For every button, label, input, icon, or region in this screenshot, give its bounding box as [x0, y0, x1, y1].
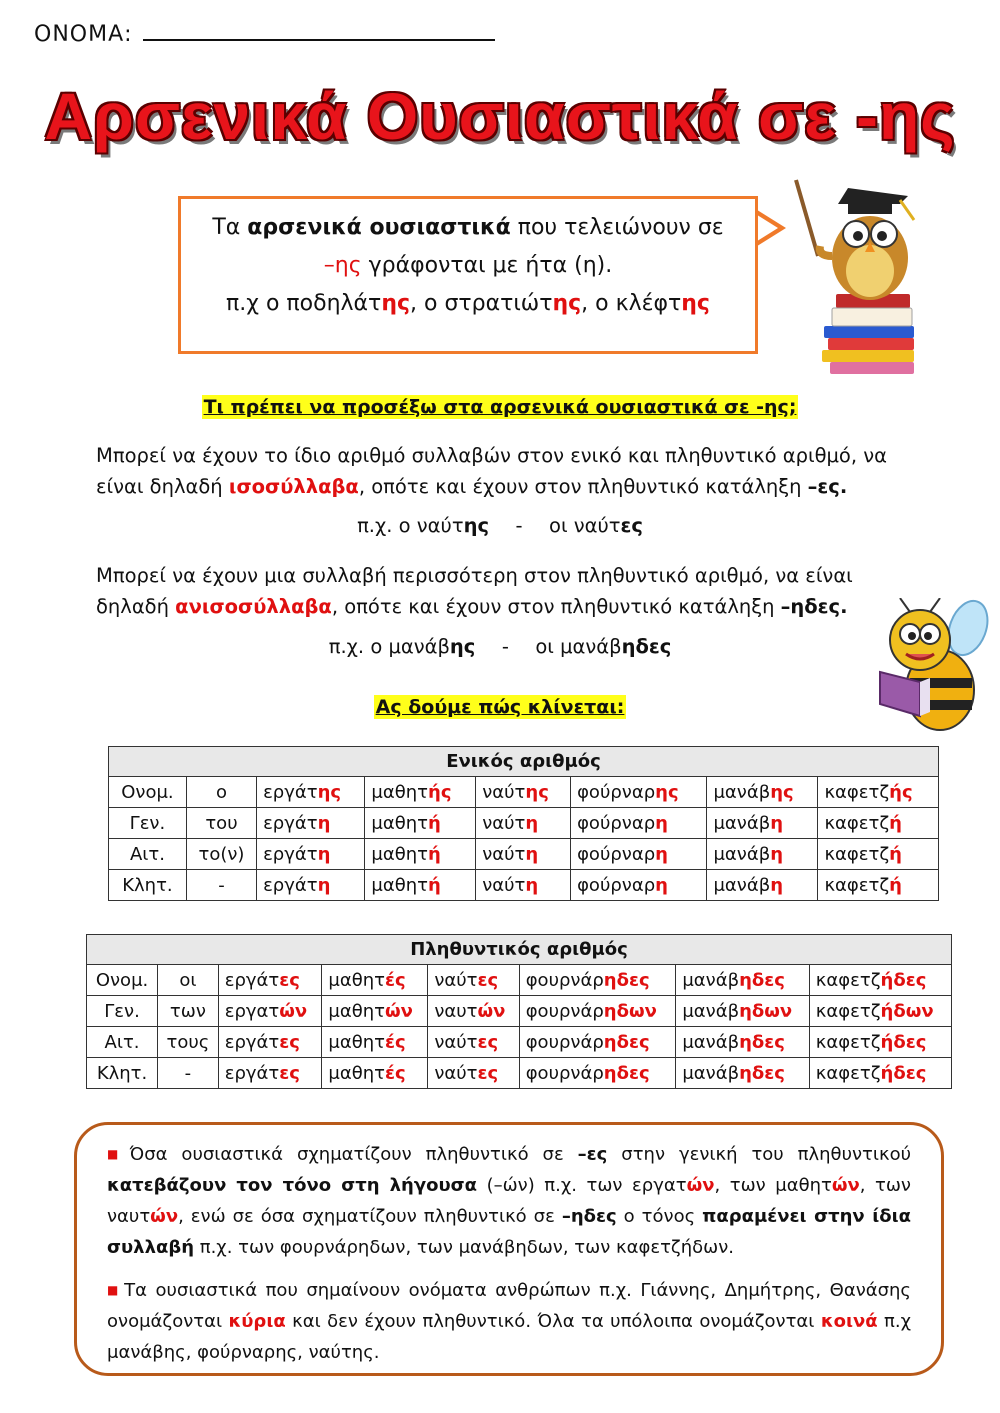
plural-header: Πληθυντικός αριθμός — [87, 935, 952, 965]
bullet-icon: ■ — [107, 1283, 122, 1297]
plural-cell: εργάτες — [218, 965, 322, 996]
plural-cell: ναύτες — [428, 1058, 519, 1089]
notes-box — [74, 1122, 944, 1376]
plural-row — [87, 1058, 952, 1089]
plural-cell: Γεν. — [87, 996, 158, 1027]
plural-cell: εργάτες — [218, 1058, 322, 1089]
plural-row — [87, 965, 952, 996]
singular-cell: φούρναρη — [571, 839, 707, 870]
singular-row — [109, 808, 939, 839]
plural-row — [87, 1027, 952, 1058]
singular-cell: Γεν. — [109, 808, 187, 839]
singular-cell: ναύτης — [476, 777, 571, 808]
singular-row — [109, 839, 939, 870]
singular-cell: εργάτης — [257, 777, 365, 808]
singular-cell: μαθητή — [365, 839, 476, 870]
plural-cell: ναύτες — [428, 1027, 519, 1058]
singular-cell: μαθητή — [365, 808, 476, 839]
singular-cell: εργάτη — [257, 808, 365, 839]
singular-cell: ναύτη — [476, 808, 571, 839]
singular-cell: εργάτη — [257, 839, 365, 870]
singular-cell: Αιτ. — [109, 839, 187, 870]
singular-cell: μαθητής — [365, 777, 476, 808]
plural-cell: εργατών — [218, 996, 322, 1027]
singular-cell: καφετζή — [818, 870, 939, 901]
singular-cell: το(ν) — [186, 839, 256, 870]
plural-cell: μαθητές — [322, 1027, 428, 1058]
singular-cell: καφετζή — [818, 808, 939, 839]
singular-cell: εργάτη — [257, 870, 365, 901]
singular-cell: του — [186, 808, 256, 839]
plural-cell: οι — [158, 965, 219, 996]
singular-cell: ναύτη — [476, 870, 571, 901]
singular-cell: - — [186, 870, 256, 901]
page-title: Αρσενικά Ουσιαστικά σε -ης — [44, 79, 956, 153]
plural-cell: μανάβηδων — [676, 996, 809, 1027]
note-accent-rule: ■ Όσα ουσιαστικά σχηματίζουν πληθυντικό σε –ες στην γενική του πληθυντικού κατεβάζουν τον τόνο στη λήγουσα (–ών) π.χ. των εργατών, των μαθητών, των ναυτών, ενώ σε όσα σχηματίζουν πληθυντικό σε –ηδες ο τόνος παραμένει στην ίδια συλλαβή π.χ. των φουρνάρηδων, των μανάβηδων, των καφετζήδων. — [107, 1144, 912, 1258]
plural-cell: - — [158, 1058, 219, 1089]
singular-cell: Κλητ. — [109, 870, 187, 901]
bullet-icon: ■ — [107, 1147, 127, 1161]
plural-table — [86, 934, 952, 1089]
singular-cell: φούρναρη — [571, 808, 707, 839]
plural-cell: μαθητές — [322, 965, 428, 996]
singular-row — [109, 870, 939, 901]
name-field — [34, 22, 495, 47]
example-anisosyllabic: π.χ. ο μανάβης - οι μανάβηδες — [328, 635, 672, 658]
plural-cell: των — [158, 996, 219, 1027]
plural-cell: εργάτες — [218, 1027, 322, 1058]
plural-cell: καφετζήδες — [809, 965, 951, 996]
singular-header: Ενικός αριθμός — [109, 747, 939, 777]
singular-cell: μανάβη — [707, 808, 818, 839]
plural-cell: μαθητών — [322, 996, 428, 1027]
paragraph-anisosyllabic: Μπορεί να έχουν μια συλλαβή περισσότερη στον πληθυντικό αριθμό, να είναι δηλαδή ανισοσύλλαβα, οπότε και έχουν στον πληθυντικό κατάληξη –ηδες. — [96, 564, 853, 618]
plural-cell: ναυτών — [428, 996, 519, 1027]
plural-cell: φουρνάρηδες — [519, 965, 676, 996]
singular-cell: Ονομ. — [109, 777, 187, 808]
singular-table — [108, 746, 939, 901]
plural-cell: μαθητές — [322, 1058, 428, 1089]
singular-cell: μανάβη — [707, 839, 818, 870]
rule-bubble: Τα αρσενικά ουσιαστικά που τελειώνουν σε –ης γράφονται με ήτα (η). π.χ ο ποδηλάτης, ο στρατιώτης, ο κλέφτης — [178, 196, 758, 354]
plural-cell: μανάβηδες — [676, 1058, 809, 1089]
plural-cell: ναύτες — [428, 965, 519, 996]
singular-cell: φούρναρης — [571, 777, 707, 808]
plural-cell: τους — [158, 1027, 219, 1058]
plural-cell: Κλητ. — [87, 1058, 158, 1089]
paragraph-isosyllabic: Μπορεί να έχουν το ίδιο αριθμό συλλαβών στον ενικό και πληθυντικό αριθμό, να είναι δηλαδή ισοσύλλαβα, οπότε και έχουν στον πληθυντικό κατάληξη –ες. — [96, 444, 887, 498]
plural-cell: καφετζήδες — [809, 1058, 951, 1089]
plural-cell: φουρνάρηδες — [519, 1058, 676, 1089]
plural-cell: μανάβηδες — [676, 1027, 809, 1058]
singular-cell: μανάβης — [707, 777, 818, 808]
question-heading: Τι πρέπει να προσέξω στα αρσενικά ουσιαστικά σε -ης; — [203, 396, 797, 418]
plural-cell: καφετζήδες — [809, 1027, 951, 1058]
singular-cell: μανάβη — [707, 870, 818, 901]
plural-cell: Αιτ. — [87, 1027, 158, 1058]
plural-row — [87, 996, 952, 1027]
singular-cell: ναύτη — [476, 839, 571, 870]
plural-cell: φουρνάρηδων — [519, 996, 676, 1027]
name-blank-line[interactable] — [143, 23, 495, 41]
note-proper-nouns: ■ Τα ουσιαστικά που σημαίνουν ονόματα ανθρώπων π.χ. Γιάννης, Δημήτρης, Θανάσης ονομάζονται κύρια και δεν έχουν πληθυντικό. Όλα τα υπόλοιπα ονομάζονται κοινά π.χ μανάβης, φούρναρης, ναύτης. — [107, 1280, 911, 1363]
plural-cell: φουρνάρηδες — [519, 1027, 676, 1058]
singular-cell: καφετζή — [818, 839, 939, 870]
singular-cell: μαθητή — [365, 870, 476, 901]
singular-cell: φούρναρη — [571, 870, 707, 901]
singular-cell: ο — [186, 777, 256, 808]
name-label: ΟΝΟΜΑ: — [34, 22, 133, 47]
singular-row — [109, 777, 939, 808]
plural-cell: καφετζήδων — [809, 996, 951, 1027]
example-isosyllabic: π.χ. ο ναύτης - οι ναύτες — [357, 514, 643, 537]
singular-cell: καφετζής — [818, 777, 939, 808]
plural-cell: μανάβηδες — [676, 965, 809, 996]
owl-teacher-icon — [788, 176, 938, 376]
declension-heading: Ας δούμε πώς κλίνεται: — [375, 696, 625, 718]
plural-cell: Ονομ. — [87, 965, 158, 996]
